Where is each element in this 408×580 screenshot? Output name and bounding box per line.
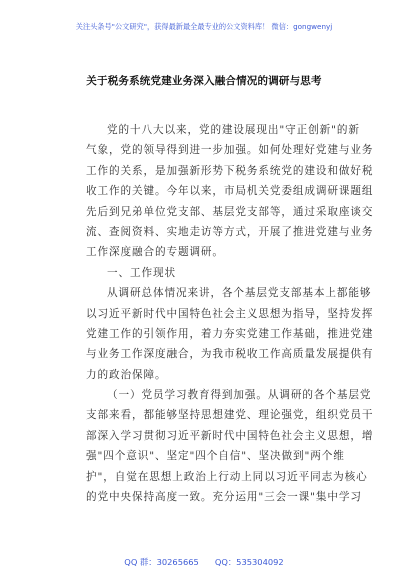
body-line: 流、查阅资料、实地走访等方式，开展了推进党建与业务 xyxy=(86,225,374,238)
body-line: 以习近平新时代中国特色社会主义思想为指导，坚持发挥 xyxy=(86,307,374,320)
body-line: 收工作的关键。今年以来，市局机关党委组成调研课题组 xyxy=(86,185,374,198)
body-line: 的党中央保持高度一致。充分运用"三会一课"集中学习 xyxy=(86,491,362,504)
footer-qq-group: QQ 群：30265665 xyxy=(124,557,199,567)
body-line: 党建工作的引领作用，着力夯实党建工作基础，推进党建 xyxy=(86,327,374,340)
body-line: 与业务工作深度融合，为我市税收工作高质量发展提供有 xyxy=(86,348,374,361)
footer-contact xyxy=(0,556,408,568)
document-body xyxy=(86,120,374,507)
body-line: 护"，自觉在思想上政治上行动上同以习近平同志为核心 xyxy=(86,470,368,483)
subsection-heading-line: （一）党员学习教育得到加强。从调研的各个基层党 xyxy=(107,389,372,402)
body-line: 部深入学习贯彻习近平新时代中国特色社会主义思想，增 xyxy=(86,429,374,442)
body-line: 先后到兄弟单位党支部、基层党支部等，通过采取座谈交 xyxy=(86,205,374,218)
footer-qq: QQ：535304092 xyxy=(214,557,284,567)
document-title: 关于税务系统党建业务深入融合情况的调研与思考 xyxy=(86,75,322,87)
body-line: 支部来看，都能够坚持思想建党、理论强党，组织党员干 xyxy=(86,409,374,422)
body-line: 工作深度融合的专题调研。 xyxy=(86,246,224,259)
body-line: 从调研总体情况来讲，各个基层党支部基本上都能够 xyxy=(107,287,372,300)
header-banner: 关注头条号"公文研究"，获得最新最全最专业的公文资料库！ 微信：gongwenyj xyxy=(75,22,333,31)
body-line: 力的政治保障。 xyxy=(86,368,167,381)
body-line: 工作的关系，是加强新形势下税务系统党的建设和做好税 xyxy=(86,164,374,177)
body-line: 党的十八大以来，党的建设展现出"守正创新"的新 xyxy=(107,124,360,136)
section-heading: 一、工作现状 xyxy=(107,266,176,279)
body-line: 强"四个意识"、坚定"四个自信"、坚决做到"两个维 xyxy=(86,450,345,463)
body-line: 气象，党的领导得到进一步加强。如何处理好党建与业务 xyxy=(86,144,374,157)
